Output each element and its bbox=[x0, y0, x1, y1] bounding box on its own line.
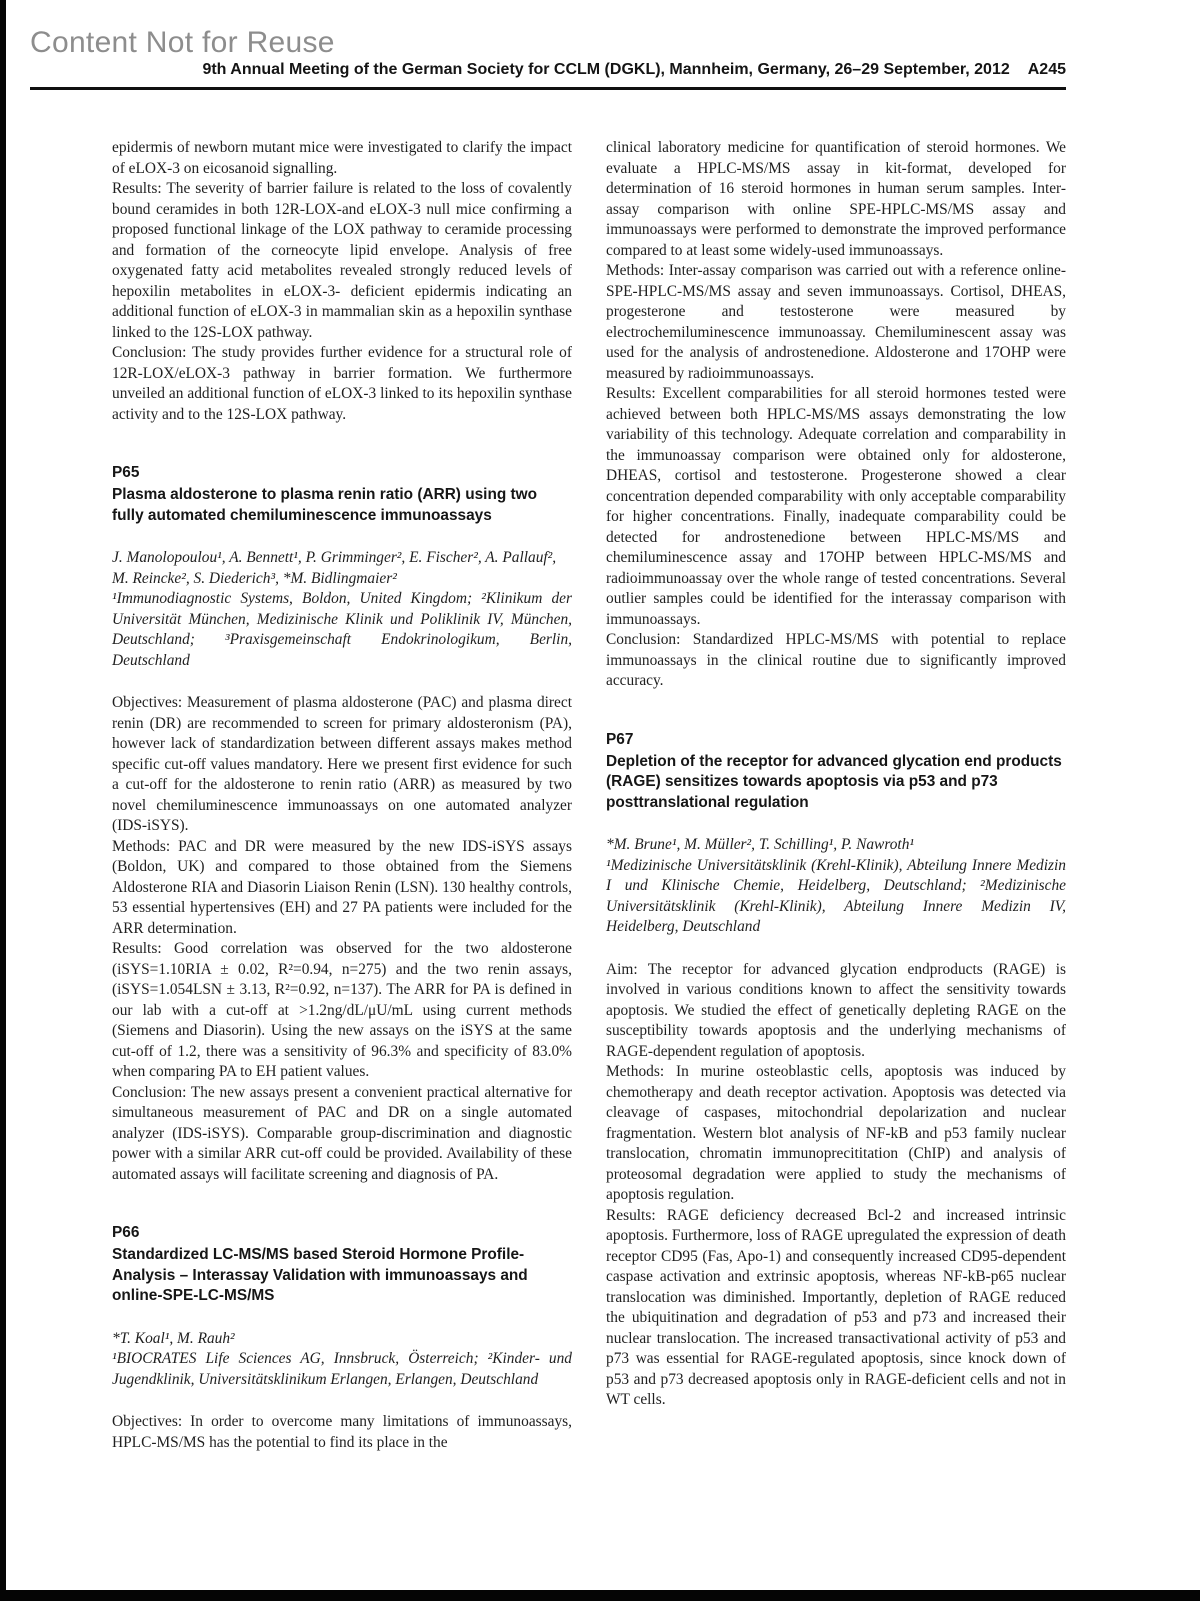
affiliations-line: ¹Immunodiagnostic Systems, Boldon, United Kingdom; ²Klinikum der Universität München, Medizinische Klinik und Poliklinik IV, München, Deutschland; ³Praxisgemeinschaft Endokrinologikum, Berlin, Deutschland bbox=[112, 590, 572, 669]
methods-paragraph: Methods: Inter-assay comparison was carried out with a reference online-SPE-HPLC-MS/MS assay and seven immunoassays. Cortisol, DHEAS, progesterone and testosterone were measured by electrochemiluminescence immunoassay. Chemiluminescent assay was used for the analysis of androstenedione. Aldosterone and 17OHP were measured by radioimmunoassays. bbox=[606, 262, 1066, 382]
authors-line: *T. Koal¹, M. Rauh² bbox=[112, 1329, 235, 1347]
abstract-p67 bbox=[606, 730, 1066, 1411]
abstract-p66 bbox=[112, 1223, 572, 1453]
continuation-paragraph: epidermis of newborn mutant mice were investigated to clarify the impact of eLOX-3 on eicosanoid signalling. bbox=[112, 139, 572, 177]
scan-edge-bottom bbox=[0, 1590, 1200, 1601]
authors-line: J. Manolopoulou¹, A. Bennett¹, P. Grimminger², E. Fischer², A. Pallauf², M. Reincke², S. Diederich³, *M. Bidlingmaier² bbox=[112, 549, 557, 587]
abstract-p66-continuation bbox=[606, 138, 1066, 692]
abstract-id: P66 bbox=[112, 1224, 140, 1241]
abstract-p65 bbox=[112, 463, 572, 1185]
results-paragraph: Results: The severity of barrier failure is related to the loss of covalently bound ceramides in both 12R-LOX-and eLOX-3 null mice confirming a proposed functional linkage of the LOX pathway to ceramide processing and formation of the corneocyte lipid envelope. Analysis of free oxygenated fatty acid metabolites revealed strongly reduced levels of hepoxilin metabolites in eLOX-3- deficient epidermis indicating an additional function of eLOX-3 in mammalian skin as a hepoxilin synthase linked to the 12S-LOX pathway. bbox=[112, 180, 572, 341]
content-columns bbox=[112, 138, 1066, 1453]
objectives-paragraph-partial: Objectives: In order to overcome many limitations of immunoassays, HPLC-MS/MS has the potential to find its place in the bbox=[112, 1413, 572, 1451]
right-column bbox=[606, 138, 1066, 1453]
aim-paragraph: Aim: The receptor for advanced glycation endproducts (RAGE) is involved in various conditions known to affect the sensitivity towards apoptosis. We studied the effect of genetically depleting RAGE on the susceptibility towards apoptosis and the underlying mechanisms of RAGE-dependent regulation of apoptosis. bbox=[606, 960, 1066, 1060]
affiliations-line: ¹Medizinische Universitätsklinik (Krehl-Klinik), Abteilung Innere Medizin I und Klinische Chemie, Heidelberg, Deutschland; ²Medizinische Universitätsklinik (Krehl-Klinik), Abteilung Innere Medizin IV, Heidelberg, Deutschland bbox=[606, 856, 1066, 935]
previous-abstract-continuation bbox=[112, 138, 572, 425]
abstract-id: P65 bbox=[112, 464, 140, 481]
results-paragraph: Results: Good correlation was observed for the two aldosterone (iSYS=1.10RIA ± 0.02, R²=0.94, n=275) and the two renin assays, (iSYS=1.054LSN ± 3.13, R²=0.92, n=137). The ARR for PA is defined in our lab with a cut-off at >1.2ng/dL/μU/mL using current methods (Siemens and Diasorin). Using the new assays on the iSYS at the same cut-off of 1.2, there was a sensitivity of 96.3% and specificity of 83.0% when comparing PA to EH patient values. bbox=[112, 940, 572, 1080]
methods-paragraph: Methods: In murine osteoblastic cells, apoptosis was induced by chemotherapy and death receptor activation. Apoptosis was detected via cleavage of caspases, mitochondrial depolarization and nuclear fragmentation. Western blot analysis of NF-kB and p53 family nuclear translocation, chromatin immunoprecititation (ChIP) and analysis of proteosomal degradation were applied to study the mechanisms of apoptosis regulation. bbox=[606, 1063, 1066, 1203]
page-number: A245 bbox=[1027, 61, 1066, 78]
page-header bbox=[30, 61, 1066, 79]
objectives-paragraph: Objectives: Measurement of plasma aldosterone (PAC) and plasma direct renin (DR) are recommended to screen for primary aldosteronism (PA), however lack of standardization between different assays makes method specific cut-off values mandatory. Here we present first evidence for such a cut-off for the aldosterone to renin ratio (ARR) as measured by two novel chemiluminescence immunoassays on one automated analyzer (IDS-iSYS). bbox=[112, 694, 572, 834]
watermark-text: Content Not for Reuse bbox=[30, 26, 335, 59]
abstract-title: Standardized LC-MS/MS based Steroid Hormone Profile-Analysis – Interassay Validation with immunoassays and online-SPE-LC-MS/MS bbox=[112, 1246, 528, 1304]
abstract-title: Plasma aldosterone to plasma renin ratio (ARR) using two fully automated chemiluminescence immunoassays bbox=[112, 486, 538, 524]
abstract-id: P67 bbox=[606, 730, 634, 748]
left-column bbox=[112, 138, 572, 1453]
header-meeting-title: 9th Annual Meeting of the German Society for CCLM (DGKL), Mannheim, Germany, 26–29 September, 2012 bbox=[202, 61, 1010, 78]
affiliations-line: ¹BIOCRATES Life Sciences AG, Innsbruck, Österreich; ²Kinder- und Jugendklinik, Universitätsklinikum Erlangen, Erlangen, Deutschland bbox=[112, 1350, 572, 1388]
header-rule bbox=[30, 87, 1066, 90]
continuation-paragraph: clinical laboratory medicine for quantification of steroid hormones. We evaluate a HPLC-MS/MS assay in kit-format, developed for determination of 16 steroid hormones in human serum samples. Inter-assay comparison with online SPE-HPLC-MS/MS assay and immunoassays were performed to demonstrate the improved performance compared to at least some widely-used immunoassays. bbox=[606, 139, 1066, 259]
abstract-title: Depletion of the receptor for advanced glycation end products (RAGE) sensitizes towards apoptosis via p53 and p73 posttranslational regulation bbox=[606, 752, 1062, 811]
results-paragraph: Results: RAGE deficiency decreased Bcl-2 and increased intrinsic apoptosis. Furthermore, loss of RAGE upregulated the expression of death receptor CD95 (Fas, Apo-1) and consequently increased CD95-dependent caspase activation and extrinsic apoptosis, whereas NF-kB-p65 nuclear translocation was diminished. Importantly, depletion of RAGE reduced the ubiquitination and degradation of p53 and p73 and increased their nuclear translocation. The increased transactivational activity of p53 and p73 was essential for RAGE-regulated apoptosis, since knock down of p53 and p73 decreased apoptosis only in RAGE-deficient cells and not in WT cells. bbox=[606, 1206, 1066, 1408]
conclusion-paragraph: Conclusion: The new assays present a convenient practical alternative for simultaneous measurement of PAC and DR on a single automated analyzer (IDS-iSYS). Comparable group-discrimination and diagnostic power with a similar ARR cut-off could be provided. Availability of these automated assays will facilitate screening and diagnosis of PA. bbox=[112, 1083, 572, 1183]
conclusion-paragraph: Conclusion: The study provides further evidence for a structural role of 12R-LOX/eLOX-3 pathway in barrier formation. We furthermore unveiled an additional function of eLOX-3 linked to its hepoxilin synthase activity and to the 12S-LOX pathway. bbox=[112, 344, 572, 423]
results-paragraph: Results: Excellent comparabilities for all steroid hormones tested were achieved between both HPLC-MS/MS assays demonstrating the low variability of this technology. Adequate correlation and comparability in the immunoassay comparison were obtained only for aldosterone, DHEAS, cortisol and testosterone. Progesterone showed a clear concentration depended comparability with only acceptable comparability for higher concentrations. Finally, inadequate comparability could be detected for androstenedione between HPLC-MS/MS and chemiluminescence assay and 17OHP between HPLC-MS/MS and radioimmunoassay over the whole range of tested concentrations. Several outlier samples could be identified for the interassay comparison with immunoassays. bbox=[606, 385, 1066, 628]
authors-line: *M. Brune¹, M. Müller², T. Schilling¹, P. Nawroth¹ bbox=[606, 836, 915, 853]
scan-edge-left bbox=[0, 0, 6, 1601]
conclusion-paragraph: Conclusion: Standardized HPLC-MS/MS with potential to replace immunoassays in the clinical routine due to significantly improved accuracy. bbox=[606, 631, 1066, 689]
methods-paragraph: Methods: PAC and DR were measured by the new IDS-iSYS assays (Boldon, UK) and compared to those obtained from the Siemens Aldosterone RIA and Diasorin Liaison Renin (LSN). 130 healthy controls, 53 essential hypertensives (EH) and 27 PA patients were included for the ARR determination. bbox=[112, 837, 572, 937]
